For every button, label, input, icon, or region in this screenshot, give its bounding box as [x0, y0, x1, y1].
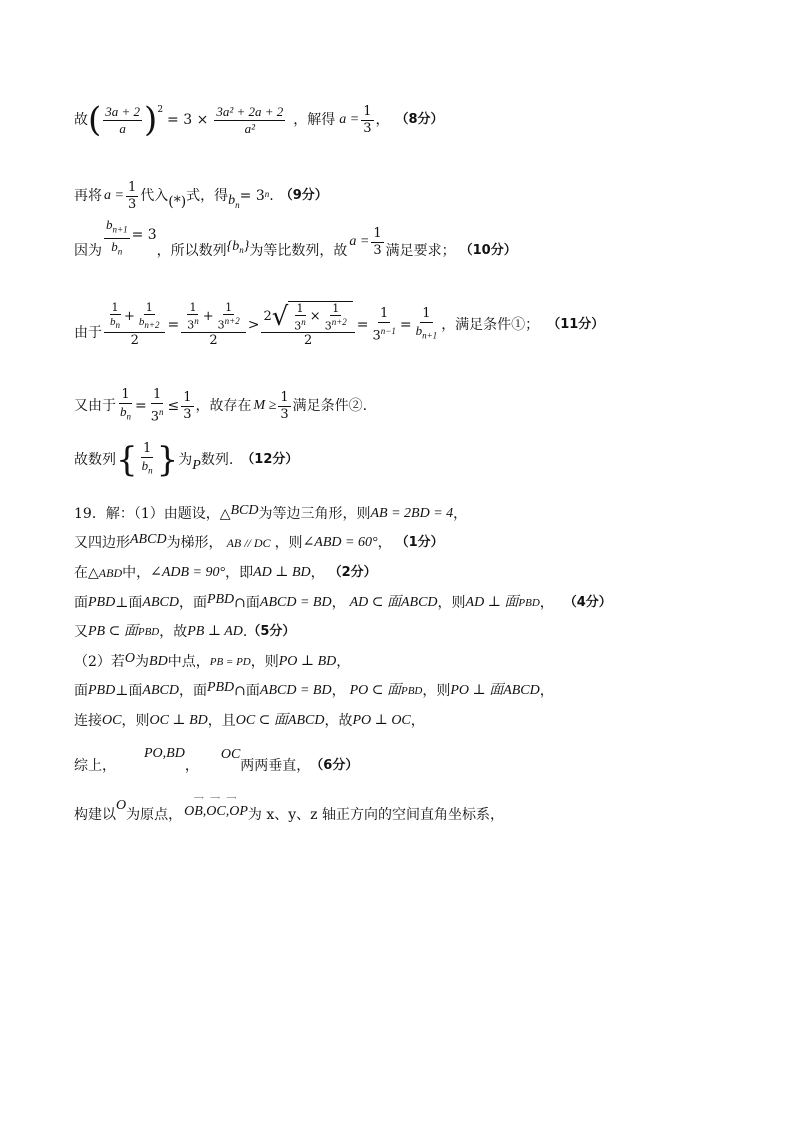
text: 因为 [74, 243, 102, 259]
fraction: $\frac{1}{3}$ [373, 225, 382, 258]
text: 为等比数列，故 [249, 243, 348, 259]
score-label: （5分） [247, 624, 296, 639]
text-line-9: 在△ ABD 中， ∠ADB = 90° ，即 AD ⊥ BD ， （2分） [74, 565, 377, 581]
text-line-12: （2）若 O 为 BD 中点， PB = PD ，则 PO ⊥ BD ， [74, 651, 351, 670]
equation-text: a = [349, 234, 370, 249]
equation-text: = [167, 317, 180, 333]
text: 数列. [200, 452, 234, 468]
score-label: （4分） [563, 595, 612, 610]
fraction: $\frac{1}{3}$ [280, 389, 289, 422]
fraction: $\frac{1}{b_{n+1}}$ [415, 306, 438, 341]
text-line-15: 综上， PO,BD ， OC 两两垂直， （6分） [74, 746, 359, 774]
text-line-11: 又 PB ⊂ 面 PBD ，故 PB ⊥ AD . （5分） [74, 624, 296, 640]
score-label: （11分） [547, 317, 605, 332]
left-paren: ( [88, 100, 102, 140]
equation-text: P [192, 458, 201, 473]
text: ，满足条件①； [441, 317, 540, 333]
left-brace: { [116, 440, 138, 480]
equation-text: ≤ [167, 398, 180, 414]
fraction: $\frac{1}{b_n}$ + $\frac{1}{b_{n+2}}$ 2 [104, 301, 165, 349]
fraction: $\frac{\text{3a² + 2a + 2}}{\text{a²}}$ [216, 103, 284, 136]
equation-text: = [356, 317, 369, 333]
text: 满足条件②. [292, 398, 368, 414]
text: ，解得 [293, 112, 336, 128]
text-line-10: 面 PBD ⊥面 ABCD ，面 PBD ∩面 ABCD = BD ， AD ⊂ 面 ABCD ，则 AD ⊥ 面 PBD ， （4分） [74, 592, 612, 611]
score-label: （12分） [241, 452, 299, 467]
equation-text: = 3 [239, 188, 265, 204]
text: 满足要求； [385, 243, 456, 259]
text-line-14: 连接 OC ，则 OC ⊥ BD ，且 OC ⊂ 面 ABCD ，故 PO ⊥ OC ， [74, 713, 425, 729]
equation-text: = [135, 398, 147, 414]
fraction: $\frac{1}{3^n}$ + $\frac{1}{3^{n+2}}$ 2 [181, 301, 245, 349]
score-label: （1分） [395, 535, 444, 550]
equation-text: = 3 [131, 227, 157, 243]
equation-text: a = [339, 112, 360, 127]
fraction: $\frac{1}{3^{n-1}}$ [372, 305, 396, 344]
fraction: $\frac{3a + 2}{a}$ [105, 103, 141, 136]
vector-set: ⟶ ⟶ ⟶ OB,OC,OP [184, 793, 248, 819]
text: 又由于 [74, 398, 116, 414]
score-label: （9分） [279, 188, 328, 203]
equation-line-6 [74, 438, 298, 482]
exponent: n [264, 189, 270, 199]
text: ，故存在 [195, 398, 252, 414]
equation-text: = [399, 317, 412, 333]
fraction: $\frac{1}{3}$ [363, 103, 372, 136]
equation-line-4 [74, 288, 604, 362]
equation-text: = 3 × [167, 112, 209, 128]
text: 故数列 [74, 452, 116, 468]
fraction: 2 √ $\frac{1}{3^n}$ × $\frac{1}{3^{n+2}}$ 2 [261, 301, 354, 350]
text-line-16: 构建以 O 为原点， ⟶ ⟶ ⟶ OB,OC,OP 为 x、y、z 轴正方向的空间直角坐标系， [74, 793, 504, 823]
text-line-7: 19．解：（1）由题设，△ BCD 为等边三角形，则 AB = 2BD = 4 ， [74, 503, 468, 522]
fraction: $\frac{1}{3}$ [127, 179, 137, 212]
text: 再将 [74, 188, 102, 204]
equation-line-3 [74, 216, 517, 264]
vector-arrow-marks: ⟶ ⟶ ⟶ [193, 793, 239, 802]
text: 为 [178, 452, 193, 468]
right-brace: } [156, 440, 179, 480]
subscript: n [239, 245, 244, 255]
fraction: $\frac{1}{3}$ [183, 389, 192, 422]
text-line-13: 面 PBD ⊥面 ABCD ，面 PBD ∩面 ABCD = BD ， PO ⊂ 面 PBD ，则 PO ⊥ 面 ABCD ， [74, 680, 554, 699]
equation-text: a = [104, 188, 124, 203]
text: 式，得 [186, 188, 229, 204]
equation-line-5 [74, 384, 367, 428]
score-label: （6分） [310, 758, 359, 773]
fraction: $\frac{1}{b_n}$ [141, 441, 153, 476]
text: 故 [74, 112, 88, 128]
right-paren: ) [144, 100, 158, 140]
equation-text: } [243, 239, 250, 254]
equation-text: M ≥ [253, 398, 277, 413]
exponent: 2 [157, 105, 164, 115]
fraction: $\frac{1}{b_n}$ [120, 387, 131, 422]
equation-text: b [228, 193, 236, 208]
equation-line-1 [74, 98, 444, 142]
equation-text: (*) [168, 194, 187, 210]
text-line-8: 又四边形 ABCD 为梯形， AB // DC ，则 ∠ABD = 60° ， （1分） [74, 532, 444, 551]
fraction: $\frac{1}{3^n}$ [150, 386, 164, 425]
text: 由于 [74, 325, 102, 341]
score-label: （2分） [328, 565, 377, 580]
text: ，所以数列 [156, 243, 227, 259]
equation-text: > [247, 317, 260, 333]
square-root: √ $\frac{1}{3^n}$ × $\frac{1}{3^{n+2}}$ [272, 301, 353, 333]
text: . [269, 188, 274, 204]
text: 代入 [140, 188, 169, 204]
equation-text: {b [226, 239, 240, 254]
fraction: $\frac{b_{n+1}}{b_n}$ [106, 216, 128, 257]
score-label: （10分） [459, 243, 517, 258]
subscript: n [235, 200, 240, 210]
score-label: （8分） [395, 112, 444, 127]
text: ， [375, 112, 390, 128]
equation-line-2 [74, 176, 328, 216]
